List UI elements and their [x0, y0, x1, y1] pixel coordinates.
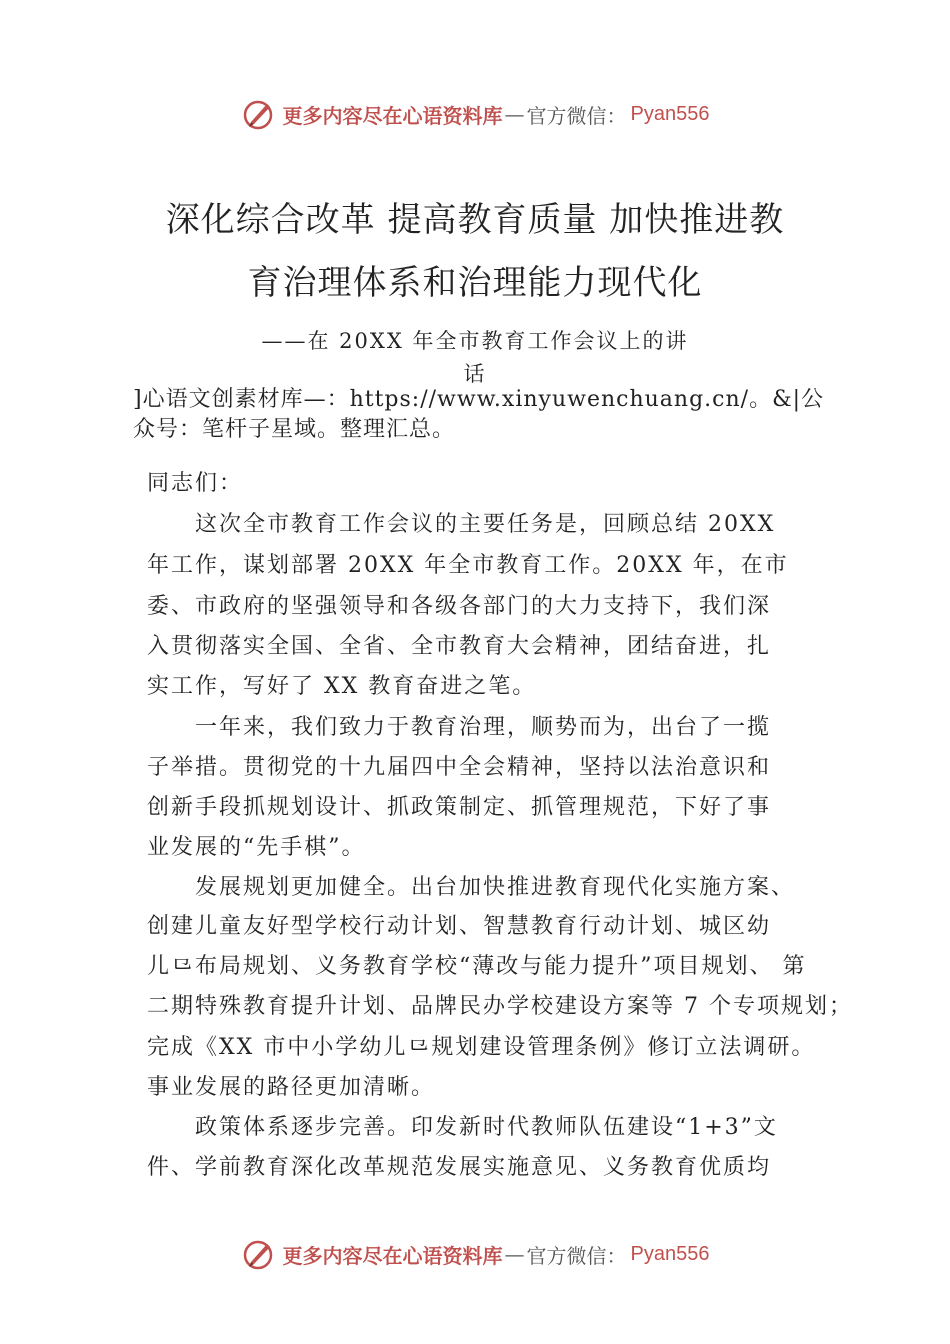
body-line: 实工作，写好了 XX 教育奋进之笔。: [147, 674, 537, 699]
body-line: 创建儿童友好型学校行动计划、智慧教育行动计划、城区幼: [147, 914, 772, 939]
banner-wx-id: Pyan556: [630, 102, 710, 125]
body-line: 完成《XX 市中小学幼儿⺋规划建设管理条例》修订立法调研。: [147, 1035, 816, 1060]
banner-brand: 更多内容尽在心语资料库: [282, 103, 503, 128]
body-line: 儿⺋布局规划、义务教育学校“薄改与能力提升”项目规划、 第: [147, 954, 807, 979]
body-line: 业发展的“先手棋”。: [147, 835, 366, 860]
body-line: 二期特殊教育提升计划、品牌民办学校建设方案等 7 个专项规划；: [147, 994, 853, 1019]
body-line: 入贯彻落实全国、全省、全市教育大会精神，团结奋进，扎: [147, 634, 772, 659]
body-line: 子举措。贯彻党的十九届四中全会精神，坚持以法治意识和: [147, 755, 772, 780]
source-line2: 众号：笔杆子星域。整理汇总。: [133, 417, 456, 442]
body-line: 政策体系逐步完善。印发新时代教师队伍建设“1+3”文: [147, 1115, 778, 1140]
source-line1: ]心语文创素材库—：https://www.xinyuwenchuang.cn/。&|公: [133, 387, 825, 412]
body-line: 创新手段抓规划设计、抓政策制定、抓管理规范，下好了事: [147, 795, 772, 820]
banner-dash: —: [504, 102, 525, 126]
pen-circle-icon: [241, 1236, 277, 1272]
body-line: 事业发展的路径更加清晰。: [147, 1075, 436, 1100]
body-line: 发展规划更加健全。出台加快推进教育现代化实施方案、: [147, 875, 796, 900]
body-line: 一年来，我们致力于教育治理，顺势而为，出台了一揽: [147, 715, 772, 740]
page-title-line2: 育治理体系和治理能力现代化: [247, 263, 703, 303]
banner-wx-id: Pyan556: [630, 1242, 710, 1265]
body-line: 年工作，谋划部署 20XX 年全市教育工作。20XX 年，在市: [147, 553, 789, 578]
subtitle-line1: ——在 20XX 年全市教育工作会议上的讲: [261, 329, 689, 353]
banner-wx-label: 官方微信：: [526, 1243, 627, 1268]
banner-brand: 更多内容尽在心语资料库: [282, 1243, 503, 1268]
body-line: 委、市政府的坚强领导和各级各部门的大力支持下，我们深: [147, 594, 772, 619]
body-line: 同志们：: [147, 471, 244, 496]
header-banner: [0, 94, 950, 134]
footer-banner: [0, 1234, 950, 1274]
banner-wx-label: 官方微信：: [526, 103, 627, 128]
page-title-line1: 深化综合改革 提高教育质量 加快推进教: [165, 200, 785, 240]
body-line: 件、学前教育深化改革规范发展实施意见、义务教育优质均: [147, 1155, 772, 1180]
body-line: 这次全市教育工作会议的主要任务是，回顾总结 20XX: [147, 512, 776, 537]
pen-circle-icon: [241, 96, 277, 132]
subtitle-line2: 话: [463, 362, 487, 386]
banner-dash: —: [504, 1242, 525, 1266]
